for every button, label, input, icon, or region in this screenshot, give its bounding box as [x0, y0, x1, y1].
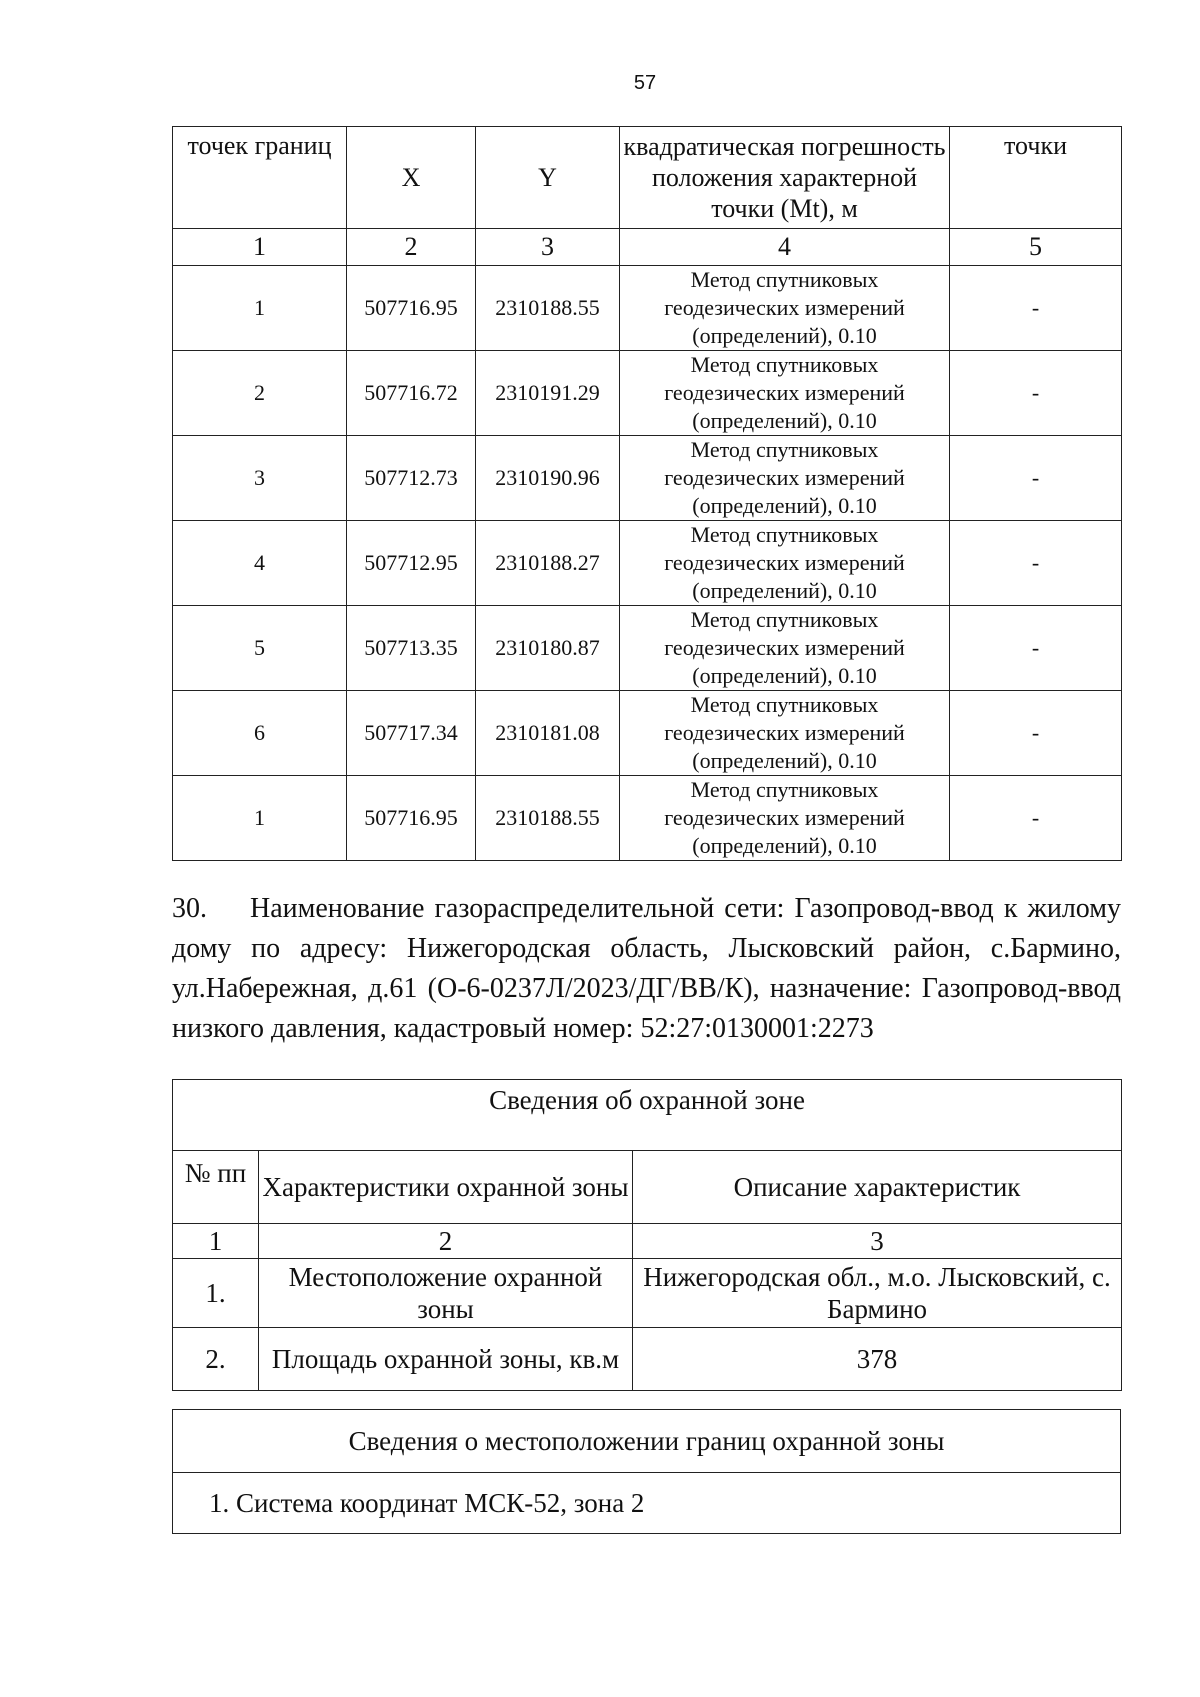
accuracy-method [620, 691, 950, 776]
column-number: 4 [620, 229, 950, 266]
method-line: геодезических измерений [664, 465, 905, 490]
point-number: 4 [173, 521, 347, 606]
method-line: (определений), 0.10 [692, 663, 877, 688]
method-line: геодезических измерений [664, 635, 905, 660]
method-line: (определений), 0.10 [692, 408, 877, 433]
column-number: 5 [950, 229, 1122, 266]
method-line: Метод спутниковых [690, 607, 879, 632]
y-coordinate: 2310180.87 [476, 606, 620, 691]
method-line: геодезических измерений [664, 805, 905, 830]
column-number: 2 [347, 229, 476, 266]
point-description: - [950, 266, 1122, 351]
column-number: 2 [259, 1224, 633, 1259]
coord-table-column-numbers [173, 229, 1122, 266]
x-coordinate: 507712.73 [347, 436, 476, 521]
method-line: геодезических измерений [664, 295, 905, 320]
table-row [173, 776, 1122, 861]
method-line: (определений), 0.10 [692, 833, 877, 858]
header-x: X [347, 127, 476, 229]
method-line: геодезических измерений [664, 380, 905, 405]
column-number: 3 [476, 229, 620, 266]
method-line: Метод спутниковых [690, 437, 879, 462]
column-number: 3 [633, 1224, 1122, 1259]
table-row [173, 606, 1122, 691]
row-number: 1. [173, 1259, 259, 1328]
method-line: геодезических измерений [664, 720, 905, 745]
point-number: 3 [173, 436, 347, 521]
zone-table-header [173, 1151, 1122, 1224]
point-number: 1 [173, 266, 347, 351]
point-description: - [950, 351, 1122, 436]
protection-zone-table [172, 1079, 1122, 1391]
point-description: - [950, 606, 1122, 691]
method-line: Метод спутниковых [690, 352, 879, 377]
method-line: (определений), 0.10 [692, 323, 877, 348]
column-number: 1 [173, 229, 347, 266]
x-coordinate: 507716.95 [347, 776, 476, 861]
zone-table-title-row [173, 1080, 1122, 1151]
y-coordinate: 2310188.55 [476, 776, 620, 861]
y-coordinate: 2310190.96 [476, 436, 620, 521]
header-point-description: точки [950, 127, 1122, 229]
boundary-location-table [172, 1409, 1121, 1534]
x-coordinate: 507716.72 [347, 351, 476, 436]
coordinates-table [172, 126, 1122, 861]
zone-table-column-numbers [173, 1224, 1122, 1259]
coord-table-header [173, 127, 1122, 229]
header-zone-characteristics: Характеристики охранной зоны [259, 1151, 633, 1224]
accuracy-method [620, 606, 950, 691]
point-number: 1 [173, 776, 347, 861]
header-item-number: № пп [173, 1151, 259, 1224]
method-line: (определений), 0.10 [692, 748, 877, 773]
column-number: 1 [173, 1224, 259, 1259]
method-line: (определений), 0.10 [692, 493, 877, 518]
table-row [173, 436, 1122, 521]
y-coordinate: 2310181.08 [476, 691, 620, 776]
point-description: - [950, 521, 1122, 606]
paragraph-number: 30. [172, 893, 207, 924]
boundary-table-title-row [173, 1410, 1121, 1473]
point-number: 5 [173, 606, 347, 691]
method-line: Метод спутниковых [690, 522, 879, 547]
header-y: Y [476, 127, 620, 229]
characteristic-value: Нижегородская обл., м.о. Лысковский, с. Бармино [633, 1259, 1122, 1328]
coordinate-system: 1. Система координат МСК-52, зона 2 [173, 1473, 1121, 1534]
table-row [173, 691, 1122, 776]
header-boundary-points: точек границ [173, 127, 347, 229]
method-line: геодезических измерений [664, 550, 905, 575]
paragraph-text: Наименование газораспределительной сети: Газопровод-ввод к жилому дому по адресу: Нижегородская область, Лысковский район, с.Бармино, ул.Набережная, д.61 (О-6-0237Л/2023/ДГ/ВВ/К), назначение: Газопровод-ввод низкого давления, кадастровый номер: 52:27:0130001:2273 [172, 893, 1121, 1044]
x-coordinate: 507717.34 [347, 691, 476, 776]
page-number: 57 [633, 72, 657, 94]
characteristic-name: Площадь охранной зоны, кв.м [259, 1328, 633, 1391]
y-coordinate: 2310188.55 [476, 266, 620, 351]
x-coordinate: 507713.35 [347, 606, 476, 691]
row-number: 2. [173, 1328, 259, 1391]
table-row [173, 1328, 1122, 1391]
method-line: Метод спутниковых [690, 267, 879, 292]
method-line: (определений), 0.10 [692, 578, 877, 603]
x-coordinate: 507716.95 [347, 266, 476, 351]
characteristic-value: 378 [633, 1328, 1122, 1391]
characteristic-name: Местоположение охранной зоны [259, 1259, 633, 1328]
method-line: Метод спутниковых [690, 692, 879, 717]
accuracy-method [620, 351, 950, 436]
point-number: 2 [173, 351, 347, 436]
coordinate-system-row [173, 1473, 1121, 1534]
accuracy-method [620, 521, 950, 606]
table-row [173, 351, 1122, 436]
boundary-table-title: Сведения о местоположении границ охранной зоны [173, 1410, 1121, 1473]
accuracy-method [620, 436, 950, 521]
network-description-paragraph [172, 889, 1121, 1049]
point-description: - [950, 776, 1122, 861]
y-coordinate: 2310188.27 [476, 521, 620, 606]
point-number: 6 [173, 691, 347, 776]
table-row [173, 266, 1122, 351]
header-characteristics-description: Описание характеристик [633, 1151, 1122, 1224]
y-coordinate: 2310191.29 [476, 351, 620, 436]
method-line: Метод спутниковых [690, 777, 879, 802]
accuracy-method [620, 776, 950, 861]
table-row [173, 521, 1122, 606]
point-description: - [950, 436, 1122, 521]
header-accuracy: квадратическая погрешность положения характерной точки (Mt), м [620, 127, 950, 229]
accuracy-method [620, 266, 950, 351]
x-coordinate: 507712.95 [347, 521, 476, 606]
zone-table-title: Сведения об охранной зоне [173, 1080, 1122, 1151]
point-description: - [950, 691, 1122, 776]
table-row [173, 1259, 1122, 1328]
